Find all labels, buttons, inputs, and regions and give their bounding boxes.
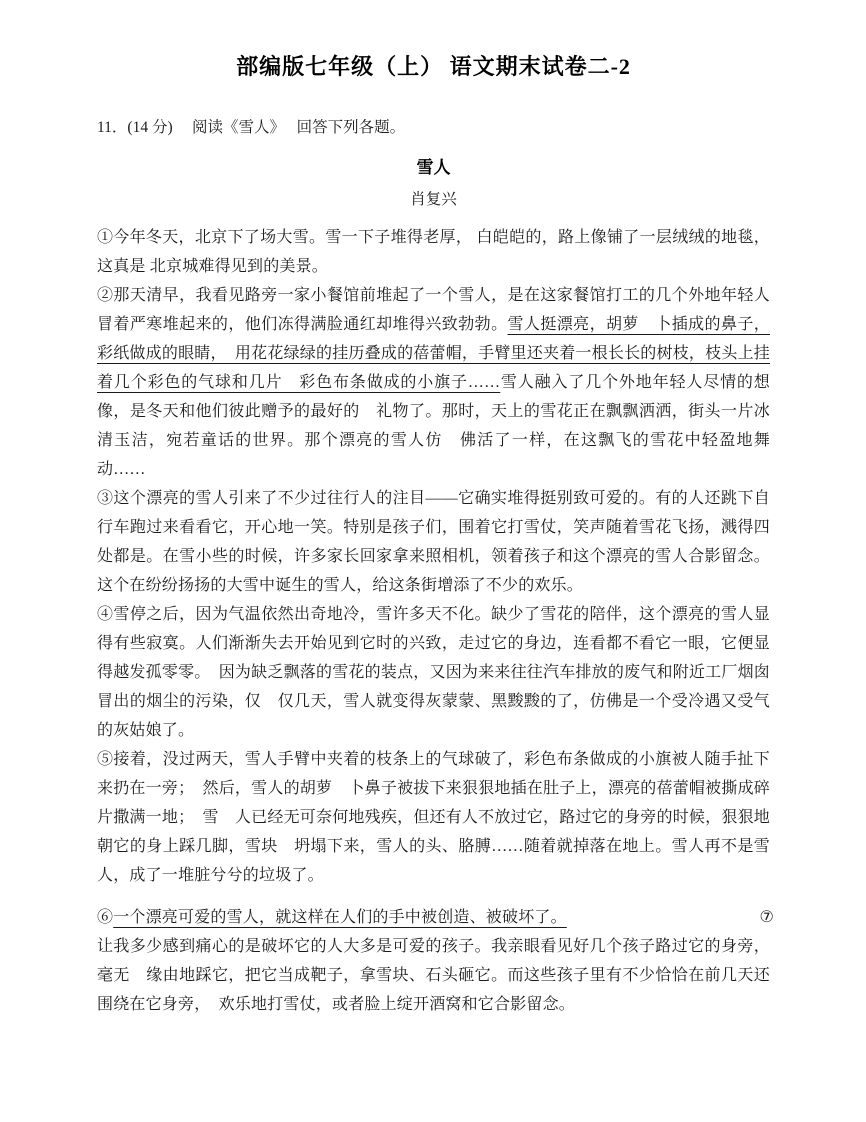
underlined-passage-conclusion: 一个漂亮可爱的雪人，就这样在人们的手中被创造、被破坏了。 (113, 909, 567, 926)
essay-paragraph-6-body (97, 932, 770, 1019)
essay-paragraph-2 (97, 281, 770, 484)
question-intro: 11．(14 分) 阅读《雪人》 回答下列各题。 (97, 119, 406, 136)
essay-paragraph-6-lead (97, 903, 774, 932)
essay-paragraph-5 (97, 745, 770, 890)
paragraph-text: 雪人融入了几个外地年轻人尽情的想像，是冬天和他们彼此赠予的最好的 礼物了。那时，天上的雪花正在飘飘洒洒，街头一片冰清玉洁，宛若童话的世界。那个漂亮的雪人仿 佛活了一样，在这飘飞的雪花中轻盈地舞动…… (97, 374, 770, 478)
essay-author: 肖复兴 (410, 191, 457, 208)
circled-seven-marker: ⑦ (759, 909, 774, 926)
essay-paragraph-3 (97, 484, 770, 600)
paragraph-text: ②那天清早，我看见路旁一家小餐馆前堆起了一个雪人，是在这家餐馆打工的几个外地年轻人冒着严寒堆起来的，他们冻得满脸通红却堆得兴致勃勃。 (97, 287, 770, 333)
essay-title: 雪人 (416, 158, 451, 177)
paragraph-number: ⑥ (97, 909, 114, 926)
paragraph-text: ③这个漂亮的雪人引来了不少过往行人的注目——它确实堆得挺别致可爱的。有的人还跳下自行车跑过来看看它，开心地一笑。特别是孩子们，围着它打雪仗，笑声随着雪花飞扬，溅得四处都是。在雪小些的时候，许多家长回家拿来照相机，领着孩子和这个漂亮的雪人合影留念。这个在纷纷扬扬的大雪中诞生的雪人，给这条街增添了不少的欢乐。 (97, 490, 770, 594)
paragraph-text: ①今年冬天，北京下了场大雪。雪一下子堆得老厚， 白皑皑的，路上像铺了一层绒绒的地毯，这真是 北京城难得见到的美景。 (97, 229, 770, 275)
page-title: 部编版七年级（上） 语文期末试卷二-2 (236, 54, 631, 79)
underlined-passage-snowman-description: 雪人挺漂亮，胡萝 卜插成的鼻子，彩纸做成的眼睛， 用花花绿绿的挂历叠成的蓓蕾帽，手臂里还夹着一根长长的树枝，枝头上挂着几个彩色的气球和几片 彩色布条做成的小旗子…… (97, 316, 770, 391)
essay-paragraph-1 (97, 223, 770, 281)
essay-paragraph-4 (97, 600, 770, 745)
paragraph-text: ⑤接着，没过两天，雪人手臂中夹着的枝条上的气球破了，彩色布条做成的小旗被人随手扯下来扔在一旁； 然后，雪人的胡萝 卜鼻子被拔下来狠狠地插在肚子上，漂亮的蓓蕾帽被撕成碎片撒满一地； 雪 人已经无可奈何地残疾，但还有人不放过它，路过它的身旁的时候，狠狠地朝它的身上踩几脚，雪块 坍塌下来，雪人的头、胳膊……随着就掉落在地上。雪人再不是雪人，成了一堆脏兮兮的垃圾了。 (97, 751, 770, 884)
paragraph-text: 让我多少感到痛心的是破坏它的人大多是可爱的孩子。我亲眼看见好几个孩子路过它的身旁，毫无 缘由地踩它，把它当成靶子，拿雪块、石头砸它。而这些孩子里有不少恰恰在前几天还围绕在它身旁， 欢乐地打雪仗，或者脸上绽开酒窝和它合影留念。 (97, 938, 770, 1013)
essay-body (97, 223, 774, 1019)
paragraph-text: ④雪停之后，因为气温依然出奇地冷，雪许多天不化。缺少了雪花的陪伴，这个漂亮的雪人显得有些寂寞。人们渐渐失去开始见到它时的兴致，走过它的身边，连看都不看它一眼，它便显得越发孤零零。 因为缺乏飘落的雪花的装点，又因为来来往往汽车排放的废气和附近工厂烟囱冒出的烟尘的污染，仅 仅几天，雪人就变得灰蒙蒙、黑黢黢的了，仿佛是一个受冷遇又受气的灰姑娘了。 (97, 606, 770, 739)
